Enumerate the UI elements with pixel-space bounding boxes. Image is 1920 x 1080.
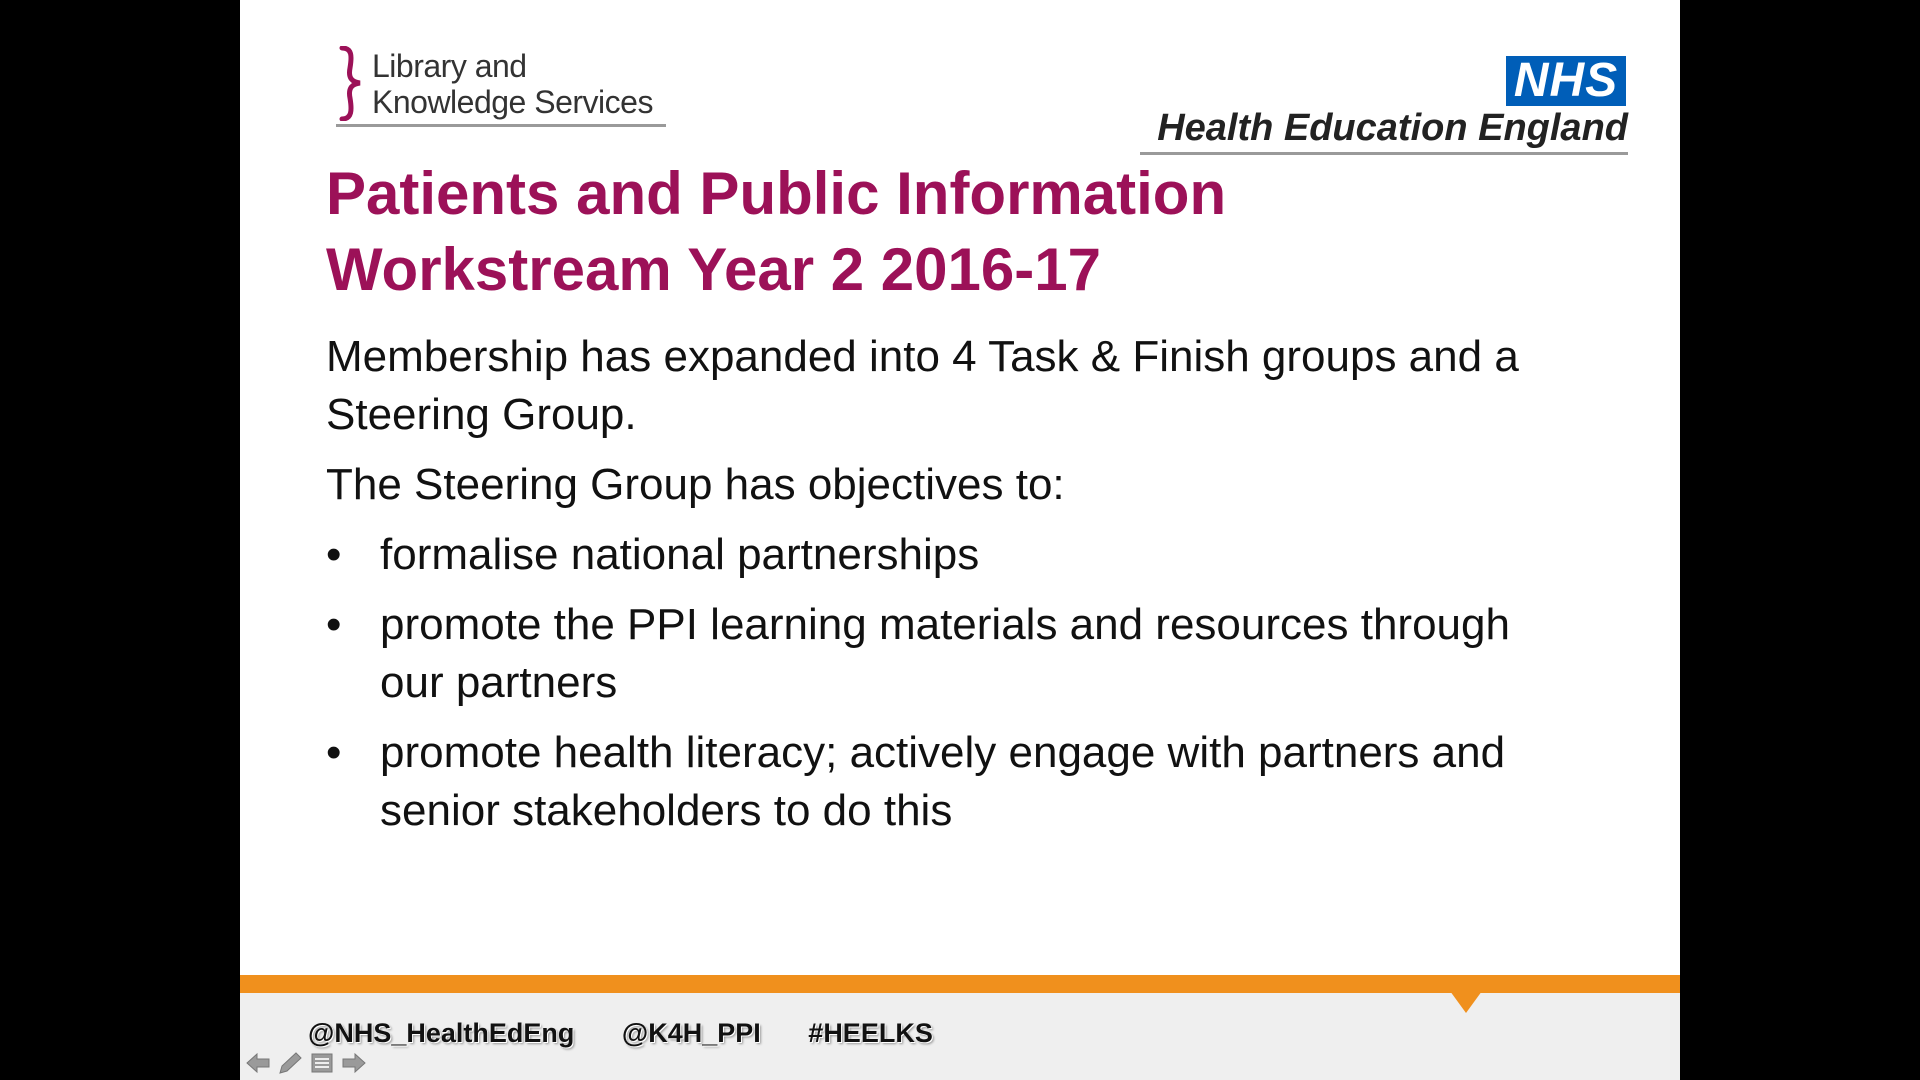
previous-slide-icon[interactable] (244, 1050, 272, 1076)
health-education-england-logo-text: Health Education England (1157, 107, 1628, 149)
library-knowledge-services-logo (336, 46, 666, 128)
slide-title (326, 156, 1526, 308)
list-item (326, 526, 1576, 584)
bullet-icon: • (326, 728, 342, 777)
list-item-text: promote the PPI learning materials and resources through our partners (380, 600, 1510, 707)
slideshow-controls (244, 1050, 368, 1076)
lks-underline (336, 124, 666, 127)
slide-body (326, 328, 1576, 852)
footer-notch (1450, 991, 1482, 1013)
slide-menu-icon[interactable] (308, 1050, 336, 1076)
brace-icon (336, 46, 364, 121)
objectives-intro: The Steering Group has objectives to: (326, 460, 1065, 509)
title-line-2: Workstream Year 2 2016-17 (326, 236, 1101, 303)
list-item-text: formalise national partnerships (380, 530, 980, 579)
twitter-handle-k4h: @K4H_PPI (621, 1018, 761, 1048)
hee-underline (1140, 152, 1628, 155)
bullet-icon: • (326, 530, 342, 579)
title-line-1: Patients and Public Information (326, 160, 1227, 227)
bullet-icon: • (326, 600, 342, 649)
lks-line-2: Knowledge Services (372, 84, 653, 120)
twitter-handle-hee: @NHS_HealthEdEng (308, 1018, 575, 1048)
list-item (326, 596, 1576, 712)
next-slide-icon[interactable] (340, 1050, 368, 1076)
slide (240, 0, 1680, 1080)
list-item (326, 724, 1576, 840)
list-item-text: promote health literacy; actively engage with partners and senior stakeholders to do this (380, 728, 1506, 835)
pen-icon[interactable] (276, 1050, 304, 1076)
objectives-list (326, 526, 1576, 840)
lks-line-1: Library and (372, 48, 527, 84)
social-handles (308, 1018, 973, 1049)
nhs-logo: NHS (1506, 56, 1626, 106)
hashtag-heelks: #HEELKS (808, 1018, 933, 1048)
lks-logo-text (372, 48, 653, 120)
membership-paragraph: Membership has expanded into 4 Task & Finish groups and a Steering Group. (326, 332, 1519, 439)
